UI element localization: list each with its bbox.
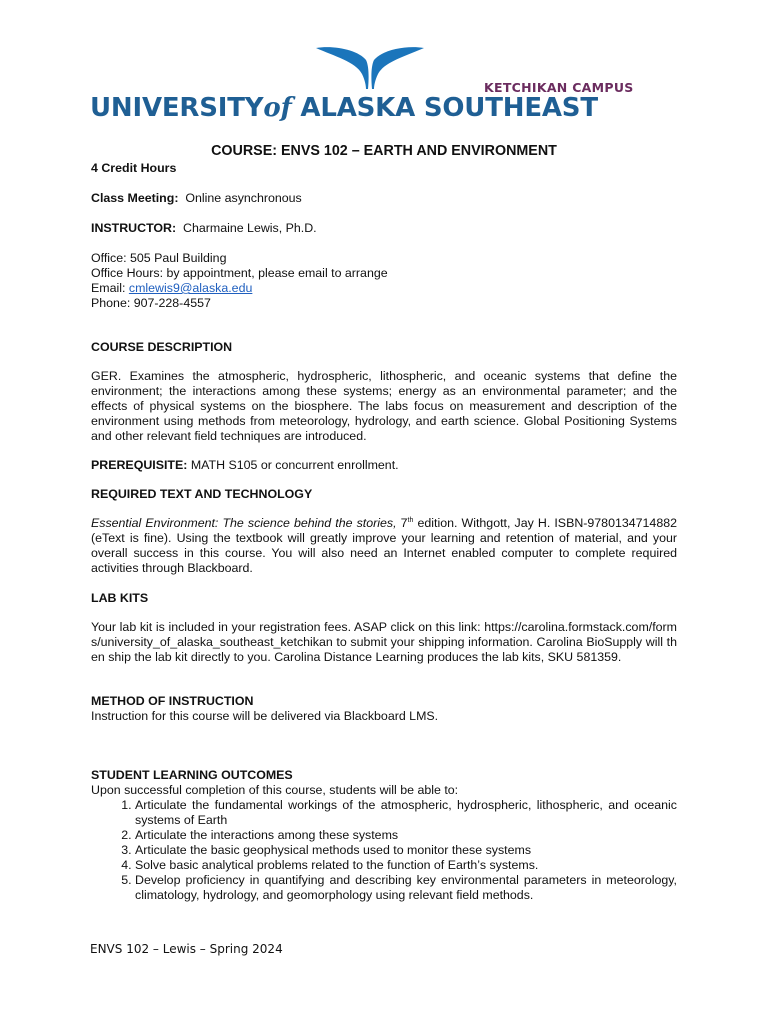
header	[0, 0, 768, 130]
class-meeting	[91, 191, 677, 206]
page-footer: ENVS 102 – Lewis – Spring 2024	[90, 942, 283, 956]
office-hours: Office Hours: by appointment, please email to arrange	[91, 266, 388, 280]
required-text-heading: REQUIRED TEXT AND TECHNOLOGY	[91, 487, 313, 501]
lab-kits-text: Your lab kit is included in your registration fees. ASAP click on this link: https://carolina.formstack.com/forms/university_of_alaska_southeast_ketchikan to submit your shipping information. Carolina BioSupply will then ship the lab kit directly to you. Carolina Distance Learning produces the lab kits, SKU 581359.	[91, 620, 677, 664]
email-link[interactable]: cmlewis9@alaska.edu	[128, 281, 253, 295]
method-heading: METHOD OF INSTRUCTION	[91, 694, 254, 708]
university-wordmark	[90, 90, 598, 126]
required-text-paragraph	[91, 516, 677, 576]
wordmark-of: of	[263, 93, 292, 123]
list-item: 4. Solve basic analytical problems related to the function of Earth’s systems.	[135, 858, 677, 873]
book-title: Essential Environment: The science behind the stories,	[91, 516, 397, 530]
wordmark-alaska-southeast: ALASKA SOUTHEAST	[300, 93, 598, 123]
instructor-name: Charmaine Lewis, Ph.D.	[183, 221, 317, 235]
list-item: 1. Articulate the fundamental workings of the atmospheric, hydrospheric, lithospheric, and oceanic systems of Earth	[135, 798, 677, 828]
lab-kits-heading: LAB KITS	[91, 591, 149, 605]
method-text: Instruction for this course will be delivered via Blackboard LMS.	[91, 709, 439, 723]
whale-tail-logo-icon	[314, 44, 426, 90]
syllabus-body	[91, 141, 677, 903]
course-title: COURSE: ENVS 102 – EARTH AND ENVIRONMENT	[211, 143, 557, 159]
outcomes-list	[91, 798, 677, 903]
email-line	[91, 281, 677, 296]
instructor-label: INSTRUCTOR:	[91, 221, 177, 235]
required-text-rest: edition. Withgott, Jay H. ISBN-9780134714882 (eText is fine). Using the textbook will greatly improve your learning and retention of material, and your overall success in this course. You will also need an Internet enabled computer to complete required activities through Blackboard.	[91, 516, 677, 575]
wordmark-university: UNIVERSITY	[90, 93, 264, 123]
campus-name: KETCHIKAN CAMPUS	[484, 80, 634, 95]
class-meeting-label: Class Meeting:	[91, 191, 179, 205]
credit-hours: 4 Credit Hours	[91, 161, 177, 175]
prerequisite	[91, 458, 677, 473]
course-description-text: GER. Examines the atmospheric, hydrospheric, lithospheric, and oceanic systems that define the environment; the interactions among these systems; energy as an environmental parameter; and the effects of physical systems on the biosphere. The labs focus on measurement and description of the environment using methods from meteorology, hydrology, and earth science. Global Positioning Systems and other relevant field techniques are introduced.	[91, 369, 677, 443]
list-item: 2. Articulate the interactions among these systems	[135, 828, 677, 843]
phone: Phone: 907-228-4557	[91, 296, 211, 310]
prerequisite-label: PREREQUISITE:	[91, 458, 188, 472]
prerequisite-value: MATH S105 or concurrent enrollment.	[190, 458, 399, 472]
instructor	[91, 221, 677, 236]
edition-number: 7	[400, 516, 408, 530]
outcomes-heading: STUDENT LEARNING OUTCOMES	[91, 768, 293, 782]
office: Office: 505 Paul Building	[91, 251, 227, 265]
class-meeting-value: Online asynchronous	[185, 191, 302, 205]
list-item: 5. Develop proficiency in quantifying and describing key environmental parameters in meteorology, climatology, hydrology, and geomorphology using relevant field methods.	[135, 873, 677, 903]
email-label: Email:	[91, 281, 126, 295]
edition-suffix: th	[407, 516, 414, 524]
outcomes-intro: Upon successful completion of this course, students will be able to:	[91, 783, 459, 797]
course-description-heading: COURSE DESCRIPTION	[91, 340, 233, 354]
list-item: 3. Articulate the basic geophysical methods used to monitor these systems	[135, 843, 677, 858]
